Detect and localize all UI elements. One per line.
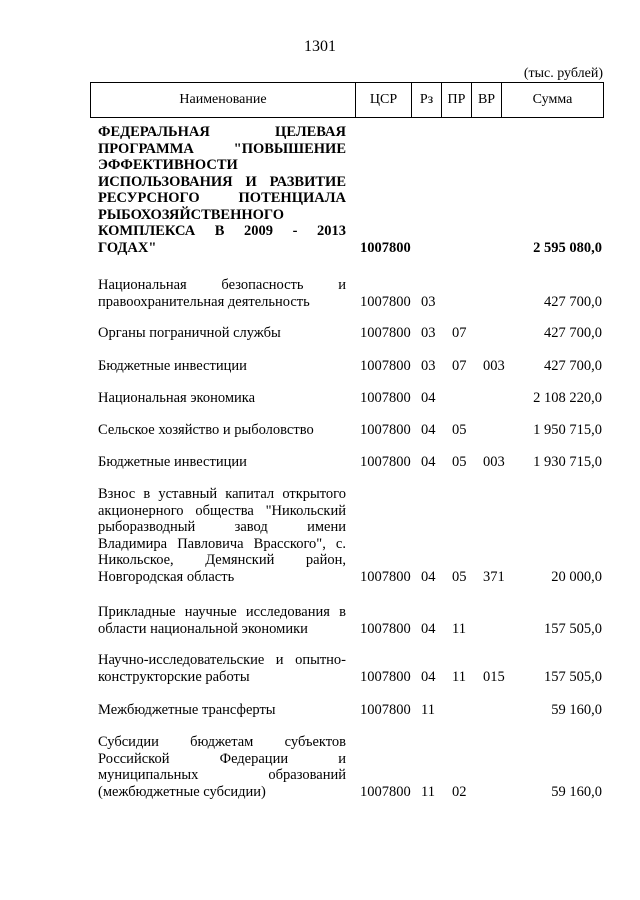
table-row (98, 277, 602, 310)
row-vr: 003 (483, 454, 505, 470)
header-name: Наименование (179, 92, 267, 107)
row-name (98, 390, 346, 407)
row-name-line: ЭФФЕКТИВНОСТИ (98, 157, 238, 173)
row-name-line: РЫБОХОЗЯЙСТВЕННОГО (98, 206, 285, 223)
row-name-line: Научно-исследовательские и опытно- (98, 652, 346, 668)
row-pr: 05 (452, 454, 467, 470)
row-name-line: Сельское хозяйство и рыболовство (98, 422, 314, 438)
row-name-line: Бюджетные инвестиции (98, 454, 247, 470)
row-name (98, 124, 346, 256)
row-name-line: Национальная безопасность и (98, 277, 346, 293)
row-csr: 1007800 (360, 568, 411, 585)
row-name-line: Российской Федерации и (98, 750, 346, 767)
row-csr: 1007800 (360, 454, 411, 470)
row-sum: 1 950 715,0 (533, 422, 602, 438)
row-rz: 04 (421, 620, 436, 637)
row-name (98, 702, 346, 719)
page-number: 1301 (304, 38, 336, 55)
row-name-line: ПРОГРАММА "ПОВЫШЕНИЕ (98, 140, 346, 157)
row-name-line: конструкторские работы (98, 668, 250, 685)
row-csr: 1007800 (360, 358, 411, 374)
row-name-line: правоохранительная деятельность (98, 293, 310, 310)
row-rz: 04 (421, 422, 436, 438)
header-vr: ВР (471, 83, 501, 117)
table-row (98, 652, 602, 685)
row-name (98, 277, 346, 310)
row-name-line: ФЕДЕРАЛЬНАЯ ЦЕЛЕВАЯ (98, 124, 346, 140)
row-name-line: Никольское, Демянский район, (98, 552, 346, 568)
row-sum: 157 505,0 (544, 668, 602, 685)
row-name (98, 454, 346, 471)
row-name-line: рыборазводный завод имени (98, 519, 346, 535)
row-pr: 02 (452, 783, 467, 800)
table-row (98, 734, 602, 800)
row-vr: 003 (483, 358, 505, 374)
row-rz: 03 (421, 325, 436, 341)
row-sum: 2 108 220,0 (533, 390, 602, 406)
row-csr: 1007800 (360, 390, 411, 406)
row-pr: 07 (452, 325, 467, 341)
row-pr: 07 (452, 358, 467, 374)
row-name (98, 358, 346, 375)
row-name-line: Органы пограничной службы (98, 325, 281, 341)
row-csr: 1007800 (360, 620, 411, 637)
row-name-line: ИСПОЛЬЗОВАНИЯ И РАЗВИТИЕ (98, 173, 346, 190)
row-name-line: (межбюджетные субсидии) (98, 783, 266, 800)
row-vr: 371 (483, 568, 505, 585)
header-pr: ПР (441, 83, 471, 117)
row-sum: 427 700,0 (544, 325, 602, 341)
row-name-line: Межбюджетные трансферты (98, 702, 276, 718)
row-sum: 2 595 080,0 (533, 239, 602, 256)
table-row (98, 358, 602, 375)
row-sum: 427 700,0 (544, 358, 602, 374)
row-sum: 157 505,0 (544, 620, 602, 637)
row-name-line: Национальная экономика (98, 390, 256, 406)
row-csr: 1007800 (360, 702, 411, 718)
row-rz: 04 (421, 568, 436, 585)
row-rz: 03 (421, 293, 436, 310)
row-csr: 1007800 (360, 239, 411, 256)
row-name-line: акционерного общества "Никольский (98, 502, 346, 519)
table-row (98, 124, 602, 256)
header-rz: Рз (411, 83, 441, 117)
table-header (90, 82, 604, 118)
row-sum: 1 930 715,0 (533, 454, 602, 470)
row-name-line: Субсидии бюджетам субъектов (98, 734, 346, 750)
row-rz: 03 (421, 358, 436, 374)
row-name-line: ГОДАХ" (98, 239, 157, 256)
units-label: (тыс. рублей) (523, 66, 603, 81)
row-sum: 59 160,0 (551, 702, 602, 718)
row-sum: 59 160,0 (551, 783, 602, 800)
row-name-line: области национальной экономики (98, 620, 308, 637)
row-csr: 1007800 (360, 668, 411, 685)
row-name-line: Новгородская область (98, 568, 235, 585)
table-row (98, 604, 602, 637)
table-row (98, 422, 602, 439)
row-name-line: РЕСУРСНОГО ПОТЕНЦИАЛА (98, 190, 346, 206)
row-name-line: Взнос в уставный капитал открытого (98, 486, 346, 502)
row-name-line: Прикладные научные исследования в (98, 604, 346, 620)
row-csr: 1007800 (360, 293, 411, 310)
row-pr: 05 (452, 568, 467, 585)
row-rz: 11 (421, 702, 435, 718)
row-rz: 04 (421, 390, 436, 406)
table-row (98, 486, 602, 585)
table-row (98, 390, 602, 407)
row-name (98, 422, 346, 439)
row-pr: 11 (452, 620, 466, 637)
row-name (98, 604, 346, 637)
row-name-line: муниципальных образований (98, 767, 346, 783)
row-sum: 20 000,0 (551, 568, 602, 585)
row-name-line: Владимира Павловича Врасского", с. (98, 535, 346, 552)
table-row (98, 454, 602, 471)
row-sum: 427 700,0 (544, 293, 602, 310)
row-rz: 04 (421, 454, 436, 470)
header-sum: Сумма (501, 83, 603, 117)
row-rz: 04 (421, 668, 436, 685)
table-row (98, 325, 602, 342)
row-rz: 11 (421, 783, 435, 800)
row-name (98, 325, 346, 342)
row-csr: 1007800 (360, 783, 411, 800)
row-name-line: КОМПЛЕКСА В 2009 - 2013 (98, 223, 346, 239)
row-name (98, 486, 346, 585)
table-row (98, 702, 602, 719)
row-pr: 11 (452, 668, 466, 685)
row-vr: 015 (483, 668, 505, 685)
row-pr: 05 (452, 422, 467, 438)
row-csr: 1007800 (360, 422, 411, 438)
header-csr: ЦСР (355, 83, 411, 117)
row-name (98, 652, 346, 685)
row-name-line: Бюджетные инвестиции (98, 358, 247, 374)
row-csr: 1007800 (360, 325, 411, 341)
row-name (98, 734, 346, 800)
